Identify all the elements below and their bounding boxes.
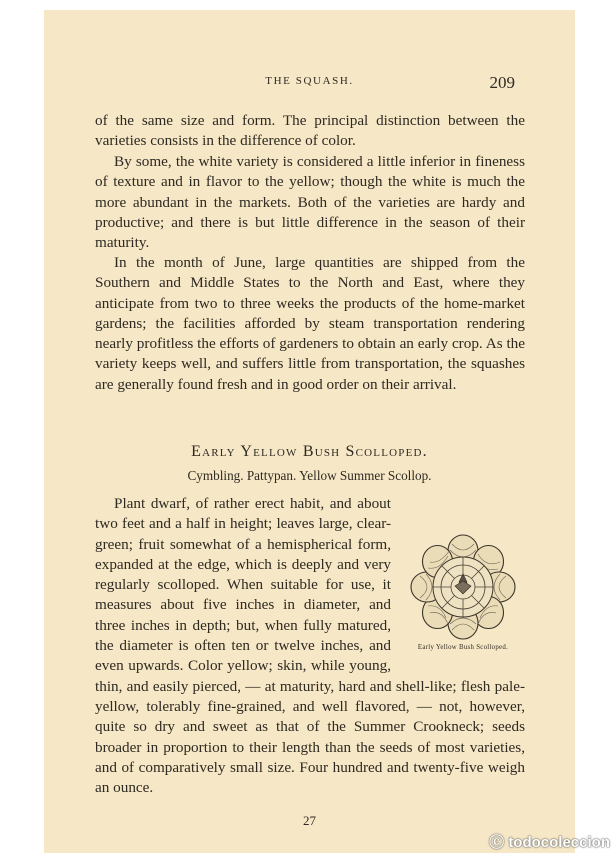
paragraph-continuation: of the same size and form. The principal distinction between the varieties consists in the difference of color. bbox=[95, 112, 525, 150]
figure-caption: Early Yellow Bush Scolloped. bbox=[417, 644, 509, 651]
watermark-brand: todocoleccion bbox=[508, 834, 610, 851]
book-page bbox=[44, 10, 575, 853]
squash-illustration bbox=[401, 534, 525, 674]
page-number: 209 bbox=[489, 73, 515, 92]
section-body bbox=[95, 494, 525, 798]
signature-folio: 27 bbox=[303, 813, 316, 828]
watermark bbox=[489, 831, 610, 852]
running-head bbox=[44, 73, 575, 93]
paragraph-white-variety: By some, the white variety is considered a little inferior in fineness of texture and in flavor to the yellow; though the white is much the more abundant in the markets. Both of the varieties are hardy and productive; and there is but little difference in the season of their maturity. bbox=[95, 153, 525, 252]
scalloped-squash-drawing bbox=[410, 534, 516, 640]
tc-logo-mark-icon: ⓒ bbox=[489, 834, 505, 851]
section-synonyms: Cymbling. Pattypan. Yellow Summer Scollop. bbox=[187, 468, 432, 483]
section-body-text: Plant dwarf, of rather erect habit, and about two feet and a half in height; leaves large, clear-green; fruit somewhat of a hemispherical form, expanded at the edge, which is deeply and very regularly scolloped. When suitable for use, it measures about five inches in diameter, and three inches in depth; but, when fully matured, the diameter is often ten or twelve inches, and even upwards. Color yellow; skin, while young, thin, and easily pierced, — at maturity, hard and shell-like; flesh pale-yellow, tolerably fine-grained, and well flavored, — not, however, quite so dry and sweet as that of the Summer Crookneck; seeds broader in proportion to their length than the seeds of most varieties, and of comparatively small size. Four hundred and twenty-five weigh an ounce. bbox=[95, 495, 525, 797]
section-heading: Early Yellow Bush Scolloped. bbox=[191, 443, 428, 460]
running-title: THE SQUASH. bbox=[265, 75, 354, 87]
paragraph-shipping: In the month of June, large quantities are shipped from the Southern and Middle States to the North and East, where they anticipate from two to three weeks the products of the home-market gardens; the facilities afforded by steam transportation rendering nearly profitless the efforts of gardeners to obtain an early crop. As the variety keeps well, and suffers little from transportation, the squashes are generally found fresh and in good order on their arrival. bbox=[95, 254, 525, 393]
